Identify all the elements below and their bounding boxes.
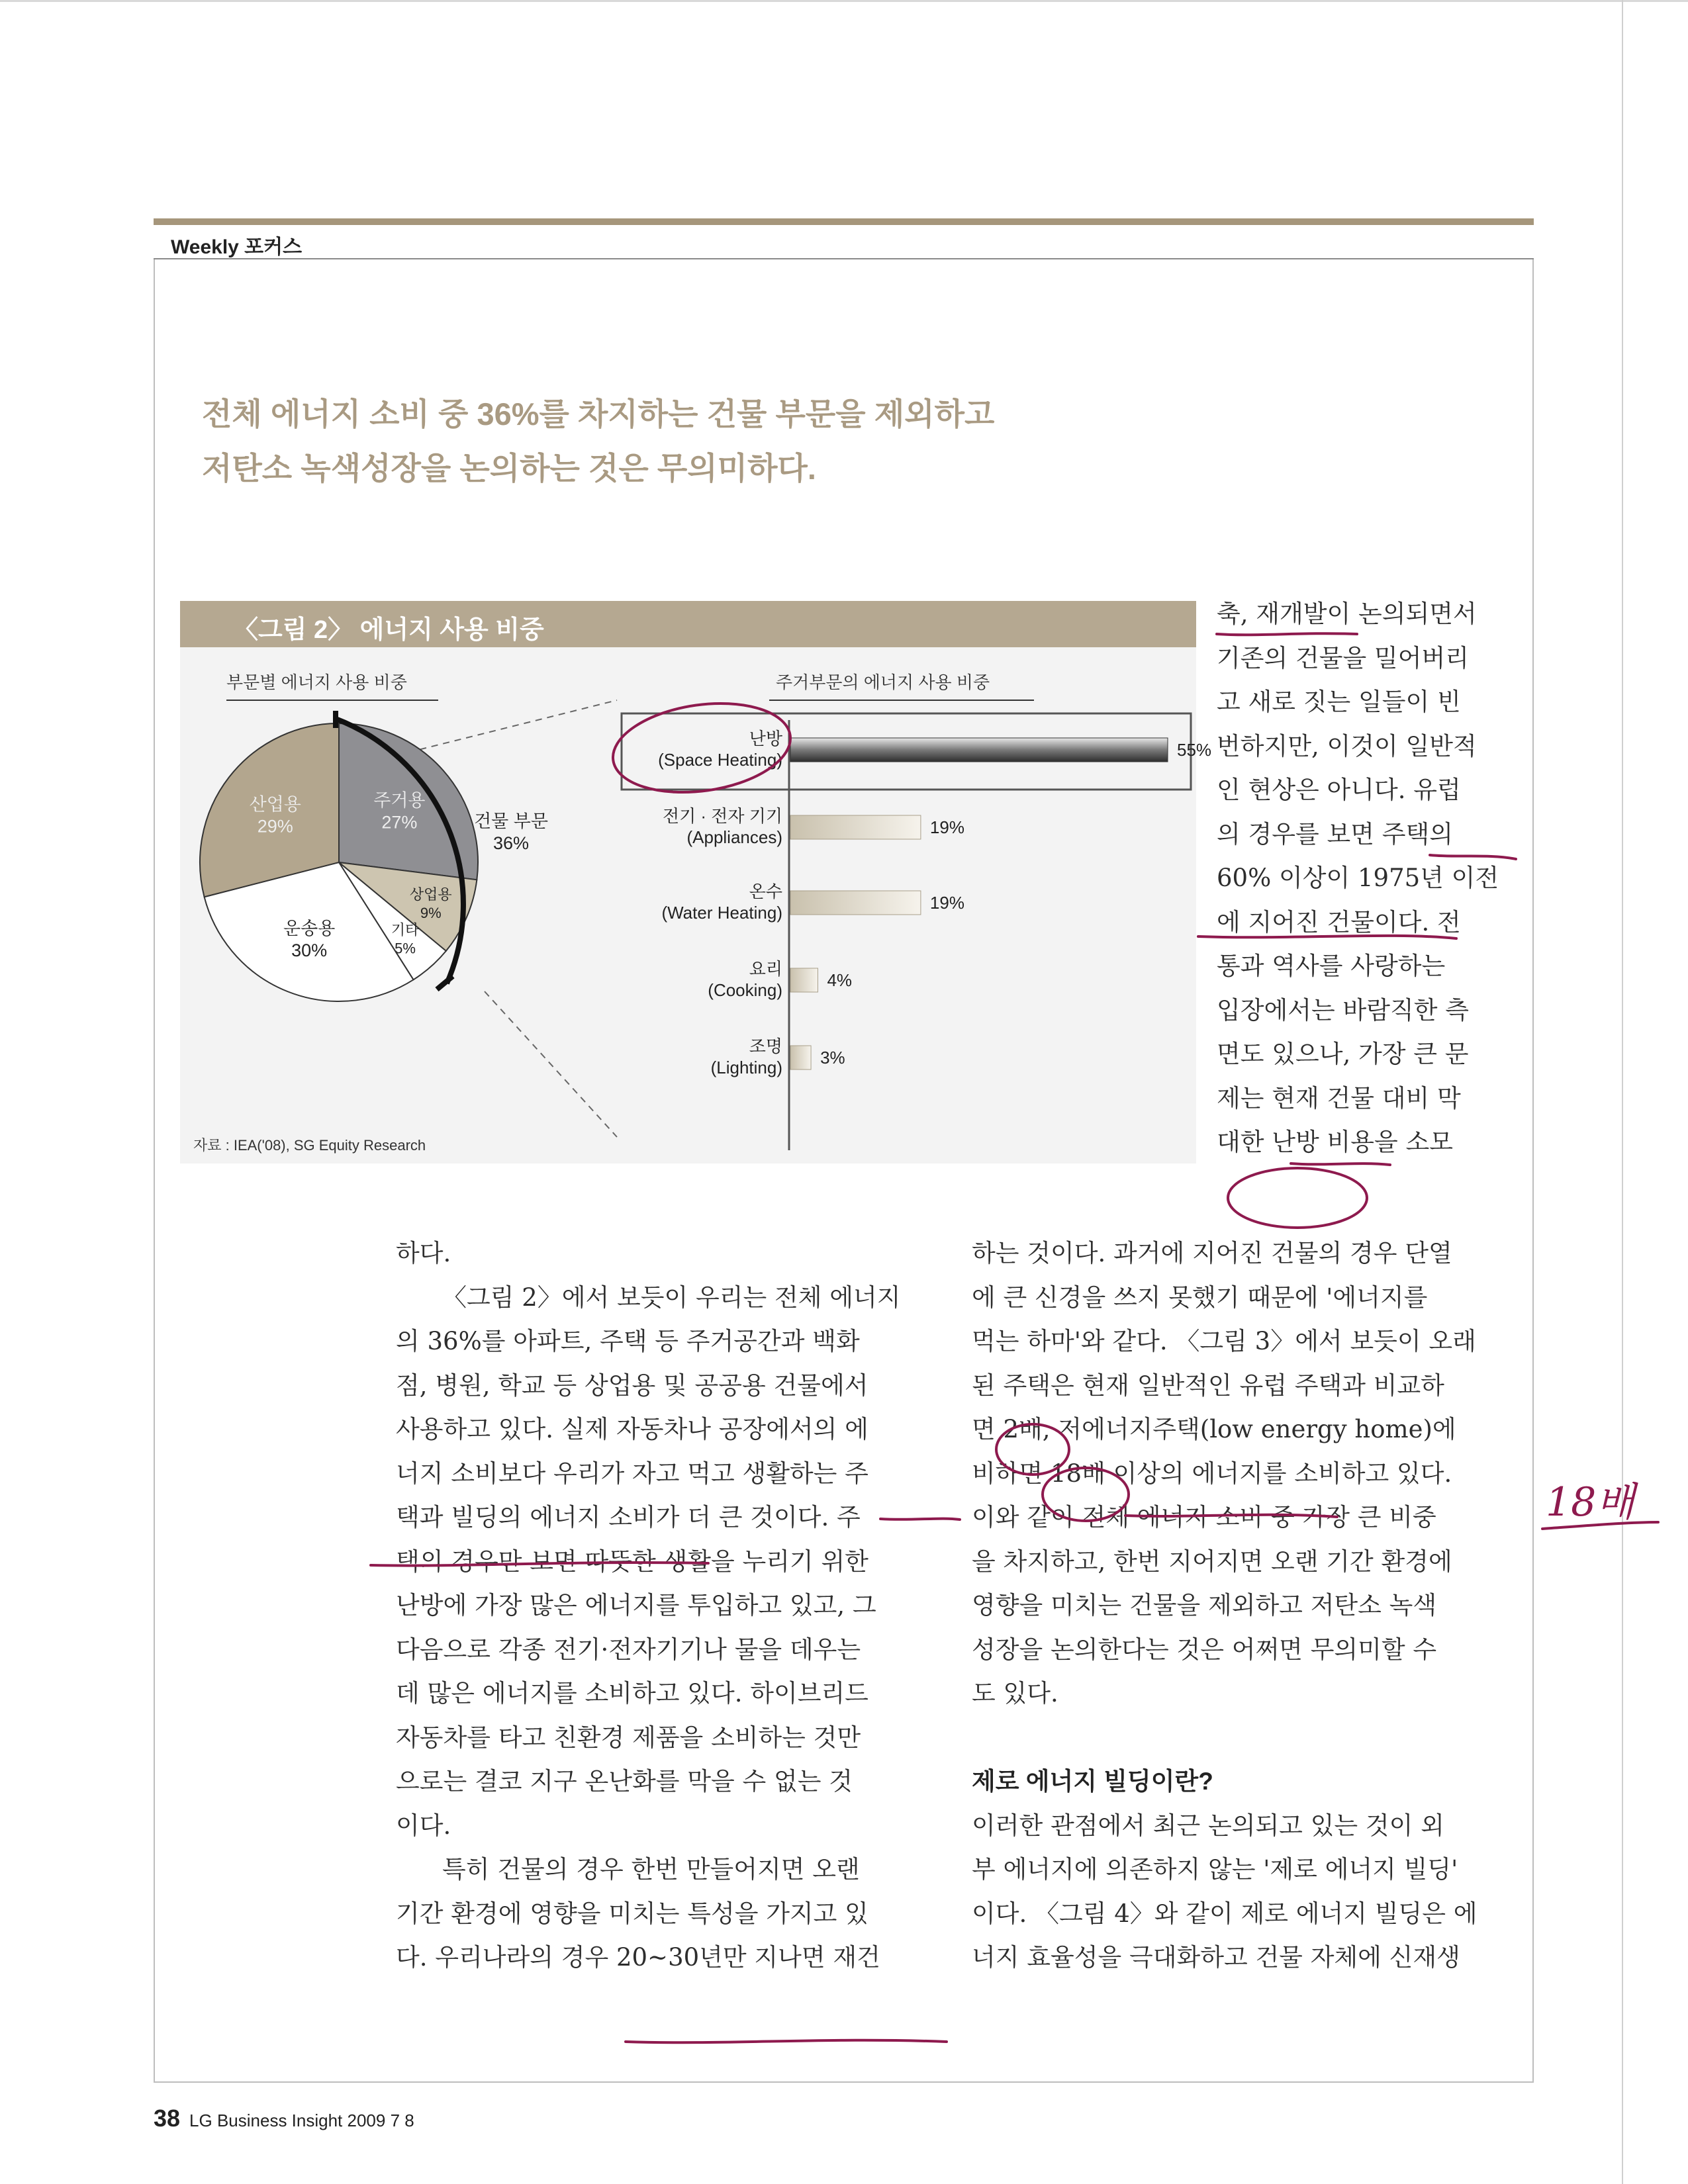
text-line: 다. 우리나라의 경우 20~30년만 지나면 재건 xyxy=(396,1943,880,1972)
ink-underline xyxy=(1125,1515,1337,1517)
bar-category-label: 난방 xyxy=(749,729,782,749)
text-line: 기존의 건물을 밀어버리 xyxy=(1217,643,1469,672)
pie-value-label: 27% xyxy=(381,812,418,833)
figure-title: 〈그림 2〉 에너지 사용 비중 xyxy=(233,616,544,644)
pie-label: 산업용 xyxy=(249,794,301,815)
text-line: 너지 효율성을 극대화하고 건물 자체에 신재생 xyxy=(972,1943,1460,1972)
pull-quote-line: 전체 에너지 소비 중 36%를 차지하는 건물 부문을 제외하고 xyxy=(202,396,995,432)
text-line: 면 2배, 저에너지주택(low energy home)에 xyxy=(972,1415,1456,1443)
bar-category-label-en: (Appliances) xyxy=(686,827,782,847)
pie-value-label: 29% xyxy=(257,816,293,837)
pie-value-label: 30% xyxy=(291,940,328,961)
text-line: 인 현상은 아니다. 유럽 xyxy=(1217,776,1461,804)
text-line: 번하지만, 이것이 일반적 xyxy=(1217,731,1477,760)
text-line: 도 있다. xyxy=(972,1679,1058,1707)
ink-underline xyxy=(1217,633,1357,635)
text-line: 택과 빌딩의 에너지 소비가 더 큰 것이다. 주 xyxy=(396,1503,861,1531)
bar-category-label: 요리 xyxy=(749,959,782,979)
pull-quote-line: 저탄소 녹색성장을 논의하는 것은 무의미하다. xyxy=(202,451,816,486)
text-line: 이다. 〈그림 4〉와 같이 제로 에너지 빌딩은 에 xyxy=(972,1899,1477,1928)
left-chart-subtitle: 부문별 에너지 사용 비중 xyxy=(226,672,407,692)
page-number: 38 xyxy=(154,2105,181,2132)
text-line: 특히 건물의 경우 한번 만들어지면 오랜 xyxy=(442,1855,860,1884)
pie-value-label: 5% xyxy=(395,940,416,957)
page-footer xyxy=(154,2105,414,2132)
publication-info: LG Business Insight 2009 7 8 xyxy=(189,2111,414,2130)
text-line: 이다. xyxy=(396,1811,451,1840)
text-line: 사용하고 있다. 실제 자동차나 공장에서의 에 xyxy=(396,1415,868,1443)
ink-circle xyxy=(996,1424,1069,1475)
text-line: 점, 병원, 학교 등 상업용 및 공공용 건물에서 xyxy=(396,1371,868,1400)
text-line: 통과 역사를 사랑하는 xyxy=(1217,952,1446,980)
pie-label: 상업용 xyxy=(409,886,452,903)
bar-category-label-en: (Cooking) xyxy=(708,980,782,1000)
section-heading: 제로 에너지 빌딩이란? xyxy=(972,1768,1213,1795)
building-label: 건물 부문 xyxy=(474,811,548,831)
ink-underline xyxy=(1198,936,1456,938)
ink-underline xyxy=(1291,1163,1390,1165)
bar-value-label: 3% xyxy=(820,1048,845,1068)
text-line: 하다. xyxy=(396,1239,451,1267)
ink-circle xyxy=(1228,1168,1367,1228)
text-line: 이러한 관점에서 최근 논의되고 있는 것이 외 xyxy=(972,1811,1444,1840)
text-line: 비하면 18배 이상의 에너지를 소비하고 있다. xyxy=(972,1459,1452,1488)
right-chart-subtitle: 주거부문의 에너지 사용 비중 xyxy=(776,672,990,692)
text-line: 하는 것이다. 과거에 지어진 건물의 경우 단열 xyxy=(972,1239,1452,1267)
margin-note: 18배 xyxy=(1546,1479,1635,1525)
bar-category-label: 조명 xyxy=(749,1036,782,1056)
text-line: 에 지어진 건물이다. 전 xyxy=(1217,907,1461,936)
bar-category-label: 전기 · 전자 기기 xyxy=(662,806,782,826)
text-line: 제는 현재 건물 대비 막 xyxy=(1217,1083,1461,1113)
text-line: 이와 같이 전체 에너지 소비 중 가장 큰 비중 xyxy=(972,1503,1436,1531)
text-line: 60% 이상이 1975년 이전 xyxy=(1217,864,1499,892)
bar-value-label: 4% xyxy=(827,970,853,990)
bar-value-label: 19% xyxy=(929,893,964,913)
pie-label: 운송용 xyxy=(283,919,336,939)
pie-label: 기타 xyxy=(391,921,420,938)
figure-source: 자료 : IEA('08), SG Equity Research xyxy=(193,1137,426,1154)
pie-label: 주거용 xyxy=(373,790,426,811)
text-line: 된 주택은 현재 일반적인 유럽 주택과 비교하 xyxy=(972,1371,1444,1400)
bar-value-label: 19% xyxy=(929,817,964,837)
text-line: 다음으로 각종 전기·전자기기나 물을 데우는 xyxy=(396,1635,861,1664)
text-line: 의 경우를 보면 주택의 xyxy=(1217,819,1453,848)
bar-value-label: 55% xyxy=(1177,740,1212,760)
text-line: 먹는 하마'와 같다. 〈그림 3〉에서 보듯이 오래 xyxy=(972,1327,1476,1355)
text-line: 의 36%를 아파트, 주택 등 주거공간과 백화 xyxy=(396,1327,860,1355)
ink-underline xyxy=(626,2040,947,2043)
ink-underline xyxy=(371,1563,708,1566)
pie-value-label: 9% xyxy=(420,905,442,922)
text-line: 으로는 결코 지구 온난화를 막을 수 없는 것 xyxy=(396,1767,853,1796)
text-line: 택의 경우만 보면 따뜻한 생활을 누리기 위한 xyxy=(396,1547,868,1576)
text-line: 너지 소비보다 우리가 자고 먹고 생활하는 주 xyxy=(396,1459,868,1488)
text-line: 난방에 가장 많은 에너지를 투입하고 있고, 그 xyxy=(396,1591,876,1619)
bar-category-label: 온수 xyxy=(749,882,782,901)
ink-underline xyxy=(880,1519,960,1520)
ink-underline xyxy=(1430,855,1516,859)
text-line: 축, 재개발이 논의되면서 xyxy=(1217,600,1477,628)
text-line: 을 차지하고, 한번 지어지면 오랜 기간 환경에 xyxy=(972,1547,1452,1576)
text-line: 대한 난방 비용을 소모 xyxy=(1217,1128,1453,1156)
text-line: 입장에서는 바람직한 측 xyxy=(1217,995,1469,1024)
bar-category-label-en: (Lighting) xyxy=(710,1058,782,1077)
text-line: 부 에너지에 의존하지 않는 '제로 에너지 빌딩' xyxy=(972,1855,1458,1884)
ink-circle xyxy=(1043,1468,1129,1521)
text-line: 에 큰 신경을 쓰지 못했기 때문에 '에너지를 xyxy=(972,1283,1428,1312)
text-line: 기간 환경에 영향을 미치는 특성을 가지고 있 xyxy=(396,1899,868,1928)
text-line: 영향을 미치는 건물을 제외하고 저탄소 녹색 xyxy=(972,1591,1437,1619)
text-line: 자동차를 타고 친환경 제품을 소비하는 것만 xyxy=(396,1723,861,1752)
text-line: 〈그림 2〉에서 보듯이 우리는 전체 에너지 xyxy=(442,1283,901,1312)
ink-circle xyxy=(607,693,796,803)
building-value: 36% xyxy=(492,833,530,853)
text-line: 면도 있으나, 가장 큰 문 xyxy=(1217,1040,1469,1068)
text-line: 성장을 논의한다는 것은 어쩌면 무의미할 수 xyxy=(972,1635,1437,1664)
section-label: Weekly 포커스 xyxy=(171,236,303,258)
bar-category-label-en: (Water Heating) xyxy=(661,903,782,923)
text-line: 고 새로 짓는 일들이 빈 xyxy=(1217,688,1461,716)
text-line: 데 많은 에너지를 소비하고 있다. 하이브리드 xyxy=(396,1679,868,1707)
bar-category-label-en: (Space Heating) xyxy=(658,750,782,770)
